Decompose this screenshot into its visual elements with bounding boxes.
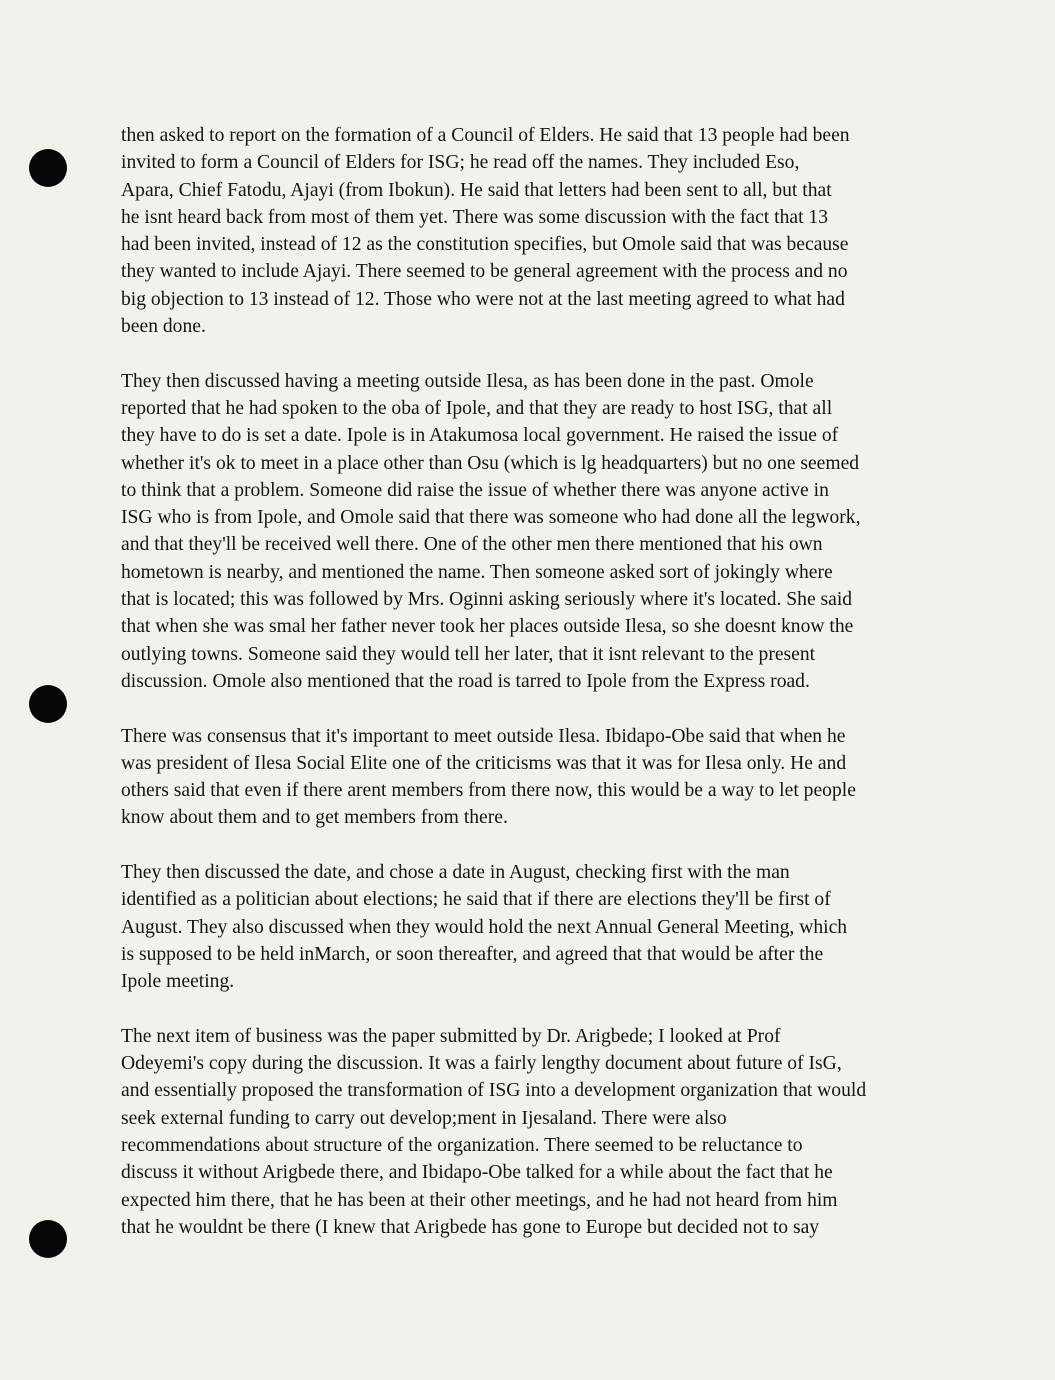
text-line: then asked to report on the formation of a Council of Elders. He said that 13 people had been: [121, 125, 850, 146]
text-line: reported that he had spoken to the oba of Ipole, and that they are ready to host ISG, that all: [121, 397, 833, 419]
paragraph-meeting-outside-ilesa: [121, 368, 936, 696]
text-line: ISG who is from Ipole, and Omole said that there was someone who had done all the legwork,: [121, 507, 861, 529]
text-line: They then discussed having a meeting outside Ilesa, as has been done in the past. Omole: [121, 370, 814, 392]
text-line: that he wouldnt be there (I knew that Arigbede has gone to Europe but decided not to say: [121, 1216, 820, 1238]
text-line: is supposed to be held inMarch, or soon thereafter, and agreed that that would be after the: [121, 943, 824, 965]
binder-hole-middle: [29, 685, 67, 723]
text-line: seek external funding to carry out develop;ment in Ijesaland. There were also: [121, 1107, 727, 1129]
text-line: they have to do is set a date. Ipole is in Atakumosa local government. He raised the issue of: [121, 425, 839, 447]
text-line: to think that a problem. Someone did raise the issue of whether there was anyone active in: [121, 479, 829, 501]
paragraph-consensus: [121, 723, 936, 832]
text-line: that when she was smal her father never took her places outside Ilesa, so she doesnt know the: [121, 616, 854, 638]
document-body: [121, 122, 936, 1268]
text-line: discuss it without Arigbede there, and Ibidapo-Obe talked for a while about the fact that he: [121, 1162, 833, 1184]
binder-hole-bottom: [29, 1220, 67, 1258]
text-line: There was consensus that it's important to meet outside Ilesa. Ibidapo-Obe said that when he: [121, 725, 846, 747]
text-line: Ipole meeting.: [121, 971, 235, 993]
text-line: they wanted to include Ajayi. There seemed to be general agreement with the process and no: [121, 261, 848, 283]
text-line: was president of Ilesa Social Elite one of the criticisms was that it was for Ilesa only. He and: [121, 752, 847, 774]
text-line: and that they'll be received well there. One of the other men there mentioned that his own: [121, 534, 823, 556]
text-line: had been invited, instead of 12 as the constitution specifies, but Omole said that was because: [121, 234, 849, 256]
text-line: whether it's ok to meet in a place other than Osu (which is lg headquarters) but no one seemed: [121, 452, 860, 474]
text-line: been done.: [121, 316, 206, 338]
text-line: hometown is nearby, and mentioned the name. Then someone asked sort of jokingly where: [121, 561, 833, 583]
text-line: Odeyemi's copy during the discussion. It was a fairly lengthy document about future of IsG,: [121, 1053, 842, 1075]
text-line: know about them and to get members from there.: [121, 807, 508, 829]
text-line: that is located; this was followed by Mrs. Oginni asking seriously where it's located. She said: [121, 589, 853, 611]
text-line: outlying towns. Someone said they would tell her later, that it isnt relevant to the present: [121, 643, 816, 665]
text-line: he isnt heard back from most of them yet. There was some discussion with the fact that 13: [121, 206, 829, 228]
text-line: identified as a politician about elections; he said that if there are elections they'll be first of: [121, 889, 831, 911]
text-line: expected him there, that he has been at their other meetings, and he had not heard from him: [121, 1189, 838, 1211]
paragraph-council-of-elders: [121, 122, 936, 340]
text-line: recommendations about structure of the organization. There seemed to be reluctance to: [121, 1134, 803, 1156]
text-line: Apara, Chief Fatodu, Ajayi (from Ibokun). He said that letters had been sent to all, but that: [121, 179, 832, 201]
text-line: invited to form a Council of Elders for ISG; he read off the names. They included Eso,: [121, 152, 800, 174]
paragraph-arigbede-paper: [121, 1023, 936, 1241]
text-line: They then discussed the date, and chose a date in August, checking first with the man: [121, 862, 790, 884]
paragraph-date: [121, 859, 936, 995]
text-line: discussion. Omole also mentioned that the road is tarred to Ipole from the Express road.: [121, 670, 810, 692]
text-line: August. They also discussed when they would hold the next Annual General Meeting, which: [121, 916, 848, 938]
text-line: and essentially proposed the transformation of ISG into a development organization that would: [121, 1080, 867, 1102]
binder-hole-top: [29, 149, 67, 187]
text-line: others said that even if there arent members from there now, this would be a way to let people: [121, 780, 856, 802]
text-line: big objection to 13 instead of 12. Those who were not at the last meeting agreed to what had: [121, 288, 845, 310]
text-line: The next item of business was the paper submitted by Dr. Arigbede; I looked at Prof: [121, 1025, 781, 1047]
